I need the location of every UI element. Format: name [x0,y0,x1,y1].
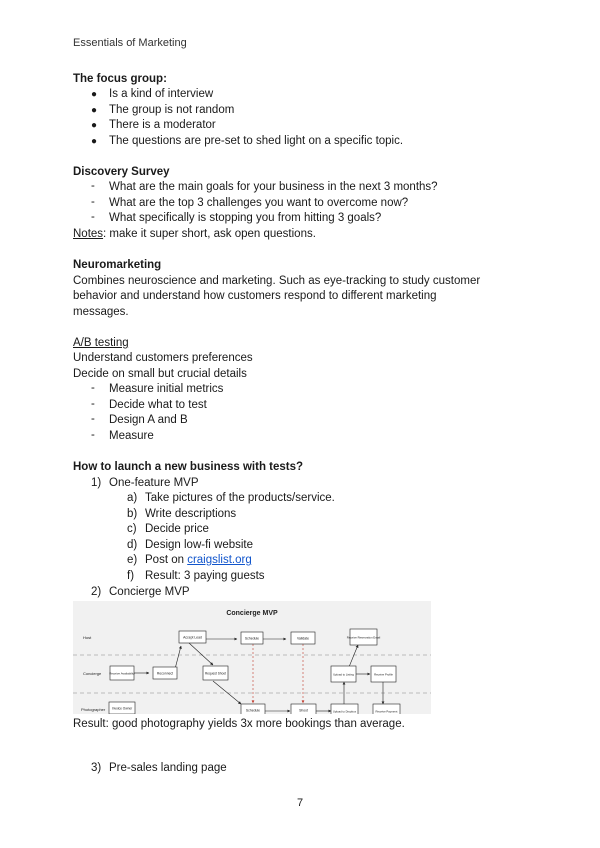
step-number: 1) [91,477,102,489]
substep-text: Decide price [145,523,209,535]
notes-label: Notes [73,228,104,240]
diagram-box [241,632,263,644]
diagram-box [203,666,228,680]
craigslist-link[interactable]: craigslist.org [187,554,252,566]
page-number: 7 [297,797,304,809]
diagram-box [109,666,135,680]
diagram-box [241,704,265,714]
bullet-icon: ● [91,120,98,131]
result-text: Result: good photography yields 3x more bookings than average. [73,718,405,730]
svg-text:Shoot: Shoot [299,708,308,713]
bullet-icon: ● [91,105,98,116]
substep-letter: e) [127,554,138,566]
svg-text:Receive Reservation Email: Receive Reservation Email [346,635,381,640]
substep-letter: a) [127,492,138,504]
dash-icon: - [91,398,95,410]
paragraph-line: messages. [73,306,129,318]
dash-icon: - [91,180,95,192]
paragraph-line: Understand customers preferences [73,352,253,364]
substep-letter: c) [127,523,137,535]
svg-text:Receive Payment: Receive Payment [375,709,398,714]
diagram-box [347,629,381,645]
notes-text: : make it super short, ask open questions. [103,228,316,240]
step-label: One-feature MVP [109,477,199,489]
list-item: There is a moderator [109,119,216,131]
diagram-box [179,631,206,643]
diagram-box [291,632,315,644]
substep-text: Write descriptions [145,508,237,520]
svg-text:Accept Lead: Accept Lead [183,635,202,640]
step-label: Pre-sales landing page [109,762,227,774]
diagram-box [371,666,396,682]
list-item: Measure initial metrics [109,383,224,395]
list-item: What are the top 3 challenges you want to overcome now? [109,197,409,209]
svg-text:Invoice Owner: Invoice Owner [111,706,133,711]
svg-text:Upload to Dropbox: Upload to Dropbox [332,709,357,714]
step-number: 2) [91,586,102,598]
section-heading-ab-testing: A/B testing [73,337,129,349]
notes-line [73,227,316,243]
list-item: Design A and B [109,414,188,426]
substep-letter: b) [127,508,138,520]
document-header: Essentials of Marketing [73,37,187,49]
step-label: Concierge MVP [109,586,190,598]
paragraph-line: behavior and understand how customers respond to different marketing [73,290,437,302]
diagram-box [331,704,358,714]
section-heading-discovery: Discovery Survey [73,166,170,178]
lane-label-concierge: Concierge [83,671,102,676]
substep-letter: d) [127,539,138,551]
diagram-box [153,667,177,679]
lane-label-photographer: Photographer [81,707,106,712]
section-heading-launch: How to launch a new business with tests? [73,461,304,473]
bullet-icon: ● [91,136,98,147]
svg-text:Upload to Listing: Upload to Listing [333,672,354,677]
list-item: What are the main goals for your business in the next 3 months? [109,181,438,193]
substep-letter: f) [127,570,135,582]
list-item: Decide what to test [109,399,207,411]
substep-text: Take pictures of the products/service. [145,492,335,504]
dash-icon: - [91,413,95,425]
list-item: What specifically is stopping you from hitting 3 goals? [109,212,382,224]
dash-icon: - [91,211,95,223]
list-item: Is a kind of interview [109,88,214,100]
svg-text:Receive Availability: Receive Availability [109,671,135,676]
paragraph-line: Decide on small but crucial details [73,368,247,380]
substep-text: Result: 3 paying guests [145,570,265,582]
list-item: Measure [109,430,154,442]
bullet-icon: ● [91,89,98,100]
diagram-box [109,702,135,714]
dash-icon: - [91,382,95,394]
substep-text [145,553,252,569]
dash-icon: - [91,196,95,208]
svg-text:Receive Profile: Receive Profile [374,672,393,677]
substep-text: Design low-fi website [145,539,254,551]
diagram-box [291,704,316,714]
svg-text:Schedule: Schedule [244,636,260,641]
step-number: 3) [91,762,102,774]
svg-text:Request Shoot: Request Shoot [204,671,227,676]
section-heading-neuromarketing: Neuromarketing [73,259,162,271]
svg-text:Schedule: Schedule [245,708,261,713]
dash-icon: - [91,429,95,441]
paragraph-line: Combines neuroscience and marketing. Such as eye-tracking to study customer [73,275,481,287]
diagram-background [73,601,431,714]
diagram-title: Concierge MVP [226,610,278,617]
list-item: The questions are pre-set to shed light on a specific topic. [109,135,404,147]
svg-text:Reconnect: Reconnect [156,671,174,676]
diagram-box [331,666,356,682]
section-heading-focus-group: The focus group: [73,73,167,85]
diagram-box [373,704,400,714]
svg-text:Validate: Validate [296,636,310,641]
list-item: The group is not random [109,104,235,116]
substep-text-prefix: Post on [145,554,188,566]
lane-label-host: Host [83,635,92,640]
concierge-mvp-diagram [73,601,431,714]
